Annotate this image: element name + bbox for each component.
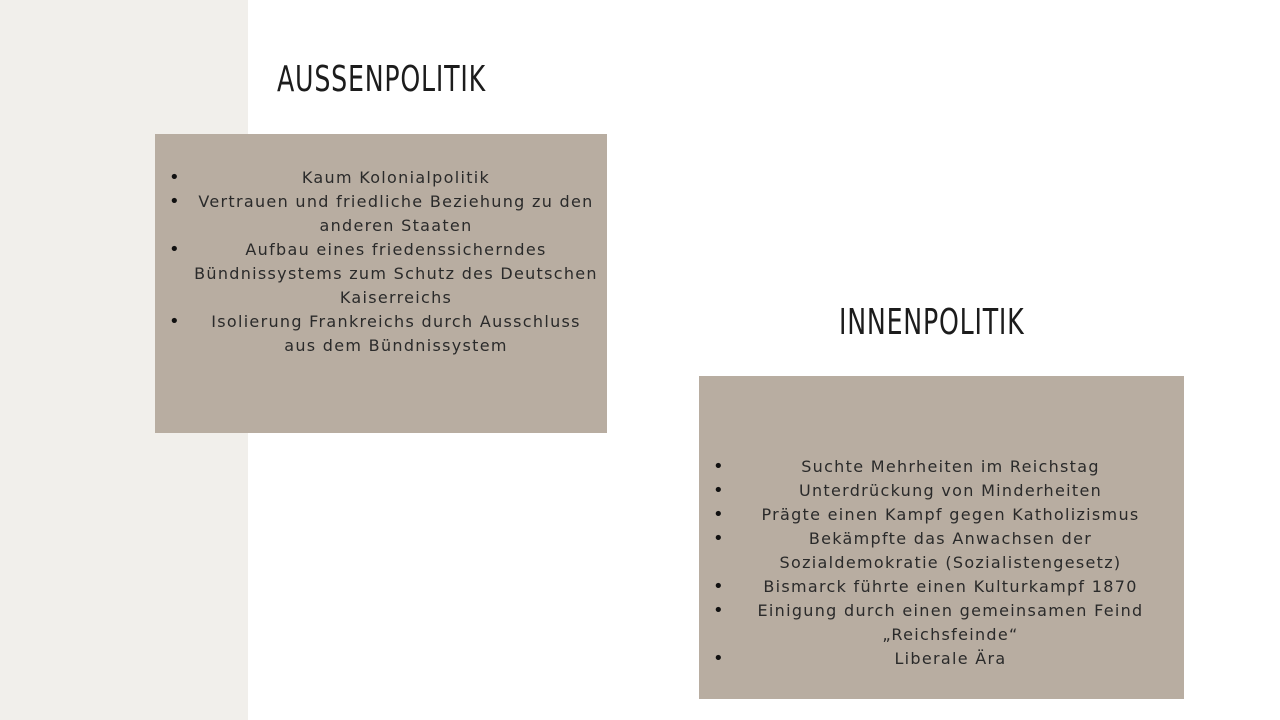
list-item: • Bismarck führte einen Kulturkampf 1870 [713, 576, 1138, 597]
innenpolitik-box [699, 376, 1184, 699]
list-item: • Aufbau eines friedenssicherndes Bündnissystems zum Schutz des Deutschen Kaiserreichs [169, 239, 598, 307]
bullet-icon: • [169, 191, 181, 212]
aussenpolitik-heading: AUSSENPOLITIK [277, 59, 486, 100]
bullet-icon: • [169, 239, 181, 260]
bullet-icon: • [713, 480, 725, 501]
list-item: • Suchte Mehrheiten im Reichstag [713, 456, 1100, 477]
bullet-icon: • [713, 456, 725, 477]
list-item: • Bekämpfte das Anwachsen der Sozialdemokratie (Sozialistengesetz) [713, 528, 1122, 572]
list-item: • Vertrauen und friedliche Beziehung zu den anderen Staaten [169, 191, 594, 235]
bullet-icon: • [713, 528, 725, 549]
bullet-icon: • [169, 167, 181, 188]
bullet-icon: • [713, 648, 725, 669]
list-item: • Isolierung Frankreichs durch Ausschluss aus dem Bündnissystem [169, 311, 581, 355]
innenpolitik-list [707, 455, 1164, 671]
aussenpolitik-list [163, 166, 599, 358]
bullet-icon: • [713, 576, 725, 597]
list-item: • Unterdrückung von Minderheiten [713, 480, 1103, 501]
list-item: • Einigung durch einen gemeinsamen Feind „Reichsfeinde“ [713, 600, 1144, 644]
innenpolitik-heading: INNENPOLITIK [839, 302, 1025, 343]
list-item: • Prägte einen Kampf gegen Katholizismus [713, 504, 1140, 525]
bullet-icon: • [713, 600, 725, 621]
list-item: • Liberale Ära [713, 648, 1007, 669]
list-item: • Kaum Kolonialpolitik [169, 167, 491, 188]
bullet-icon: • [713, 504, 725, 525]
aussenpolitik-box [155, 134, 607, 433]
bullet-icon: • [169, 311, 181, 332]
